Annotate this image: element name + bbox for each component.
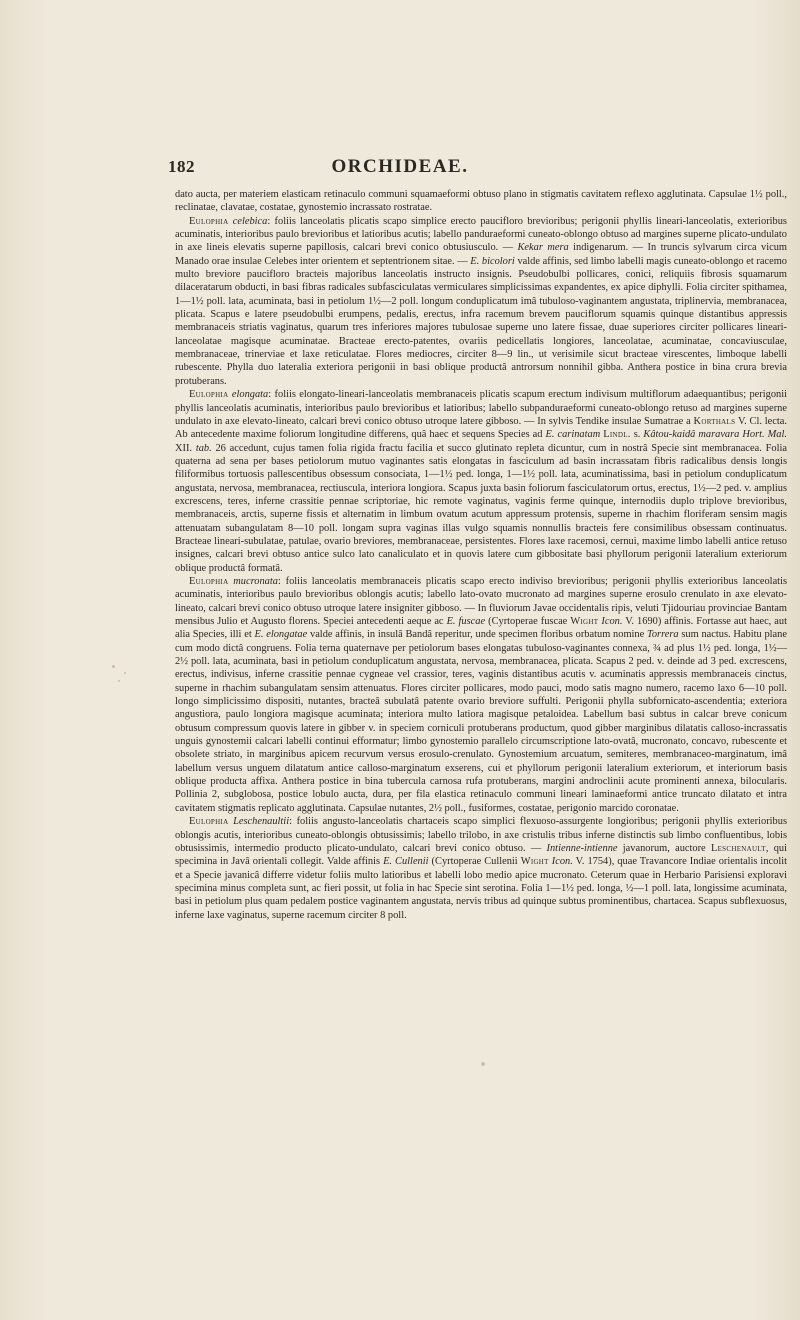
small-caps-text: Eulophia bbox=[189, 215, 229, 227]
running-title: ORCHIDEAE. bbox=[331, 156, 469, 177]
text-run: (Cyrtoperae fuscae bbox=[485, 616, 571, 627]
small-caps-text: Wight bbox=[520, 856, 549, 868]
small-caps-text: Leschenault bbox=[710, 842, 766, 854]
italic-text: Icon. bbox=[601, 616, 623, 627]
text-run: (Cyrtoperae Cullenii bbox=[428, 856, 521, 868]
small-caps-text: Eulophia bbox=[189, 389, 229, 401]
italic-text: E. carinatam bbox=[545, 429, 601, 441]
small-caps-text: Lindl. bbox=[603, 429, 631, 441]
italic-text: Kâtou-kaidâ maravara Hort. Mal. bbox=[643, 429, 787, 441]
text-run: V. 1690) affinis. Fortasse aut haec, aut alia Species, illi et bbox=[175, 616, 787, 641]
italic-text: E. elongatae bbox=[254, 629, 308, 641]
italic-text: Leschenaultii bbox=[233, 816, 290, 828]
small-caps-text: Eulophia bbox=[189, 575, 229, 587]
text-run: V. Cl. lecta. Ab antecedente maxime foliorum longitudine differens, quâ haec et sequens Species ad bbox=[175, 415, 787, 441]
text-run: valde affinis, in insulâ Bandâ reperitur, unde specimen floribus orbatum nomine bbox=[307, 629, 648, 641]
text-run: s. bbox=[630, 429, 644, 441]
text-run: dato aucta, per materiem elasticam retinaculo communi squamaeformi obtuso plano in stigmatis cavitatem reflexo agglutinata. Capsulae 1½ poll., reclinatae, clavatae, costatae, gynostemio incrassato rostratae. bbox=[175, 189, 787, 214]
text-run: javanorum, auctore bbox=[617, 842, 711, 854]
italic-text: elongata bbox=[231, 389, 269, 401]
italic-text: E. bicolori bbox=[470, 255, 515, 267]
paper-speck bbox=[481, 1062, 485, 1066]
text-run: : foliis lanceolatis membranaceis plicatis scapo erecto indiviso brevioribus; perigonii phyllis exterioribus lanceolatis acuminatis, interioribus paulo brevioribus oblongis acutis; labello lato-ovato mucronato ad margines superne erosulo crenulato in axe elevato-lineato, calcari brevi conico obtuso utroque latere insigniter gibboso. — In fluviorum Javae occidentalis ripis, veluti Tjidouriau provinciae Bantam mensibus Julio et Augusto florens. Speciei antecedenti aeque ac bbox=[175, 575, 787, 627]
italic-text: mucronata bbox=[233, 575, 278, 587]
paragraph bbox=[175, 215, 787, 388]
text-run: , qui specimina in Javâ orientali collegit. Valde affinis bbox=[175, 842, 787, 868]
text-run: : foliis angusto-lanceolatis chartaceis scapo simplici flexuoso-assurgente longioribus; perigonii phyllis exterioribus oblongis acutis, interioribus cuneato-oblongis obtusissimis; labello trilobo, in axe cristulis tribus inferne distinctis sub limbo confluentibus, lobis obtusissimis, intermedio producto plicato-undulato, calcari brevi conico obtuso. — bbox=[175, 816, 787, 854]
italic-text: celebica bbox=[232, 215, 268, 227]
paper-speck bbox=[112, 665, 115, 668]
paper-speck bbox=[118, 680, 120, 682]
text-run: XII. bbox=[175, 442, 196, 454]
text-run: : foliis lanceolatis plicatis scapo simplice erecto paucifloro brevioribus; perigonii phyllis lineari-lanceolatis, exterioribus acuminatis, interioribus paulo brevioribus et latioribus acutis; labello panduraeformi cuneato-oblongo obtuso ad margines superne plicato-undulato in axe lineis elevatis superne papillosis, calcari brevi conico obtusiusculo. — bbox=[175, 215, 787, 254]
italic-text: Icon. bbox=[551, 856, 573, 868]
small-caps-text: Eulophia bbox=[189, 816, 229, 828]
paragraph bbox=[175, 815, 787, 922]
italic-text: tab. bbox=[195, 442, 212, 454]
small-caps-text: Wight bbox=[570, 616, 599, 627]
small-caps-text: Korthals bbox=[693, 415, 736, 427]
text-run: : foliis elongato-lineari-lanceolatis membranaceis plicatis scapum erectum indivisum multiflorum adaequantibus; perigonii phyllis lanceolatis acuminatis, interioribus paulo brevioribus et latioribus; labello subpanduraeformi cuneato-oblongo retuso ad margines superne undulato in axe elevato-lineato, calcari brevi conico obtuso utroque latere gibboso. — In sylvis Tendike insulae Sumatrae a bbox=[175, 389, 787, 427]
paper-speck bbox=[124, 672, 126, 674]
text-run: valde affinis, sed limbo labelli magis cuneato-oblongo et racemo multo breviore paucifloro bracteis majoribus lanceolatis instructo insignis. Pseudobulbi pollicares, conici, reliquiis fibrosis squamarum dilaceratarum obducti, in basi fibras radicales subfasciculatas vermiculares simplicissimas expandentes, ex apice diphylli. Folia circiter spithamea, 1—1½ poll. lata, acuminata, basi in petiolum 1½—2 poll. longum conduplicatum imâ tubuloso-vaginantem angustata, triplinervia, membranacea, plicata. Scapus e latere pseudobulbi erumpens, pedalis, erectus, infra racemum brevem pauciflorum squamis quinque distantibus appressis membranaceis striatis vaginatus, quarum tres inferiores majores tubulosae superne uno latere fissae, duae superiores circiter pollicares lineari-lanceolatae magisque acuminatae. Bracteae erecto-patentes, ovariis pedicellatis longiores, lanceolatae, acuminatae, concaviusculae, membranaceae, trinerviae et laxe reticulatae. Flores mediocres, circiter 8—9 lin., ut verisimile sicut bracteae virescentes, limboque labelli rubescente. Phylla duo lateralia exteriora perigonii in basi oblique productâ antrorsum nonnihil gibba. Anthera postice in bina crura brevia protuberans. bbox=[175, 255, 787, 387]
paragraph bbox=[175, 575, 787, 815]
body-text bbox=[175, 188, 787, 922]
text-run: 26 accedunt, cujus tamen folia rigida fractu facilia et succo glutinato repleta dicuntur, cum in nostrâ Specie sint membranacea. Folia quaterna ad sena per bases petiolorum mutuo vaginantes satis elongatas in fasciculum ad basin incrassatam fibris radicalibus densis longis filiformibus tortuosis pallescentibus obsessum consociata, 1—1½ ped. longa, 1—1½ poll. lata, acuminatissima, basi in petiolum conduplicatum angustata, nervosa, membranacea, rectiuscula, interiora longiora. Scapus juxta basin foliorum fasciculatorum ortus, erectus, 1½—2 ped. v. amplius excrescens, teres, inferne crassitie pennae scriptoriae, hic remote vaginatus, vaginis ferme quinque, internodiis duplo triplove brevioribus, membranaceis, arctis, superne fissis et alternatim in limbum ovatum acutum appressum protensis, superne in rhachim floriferam sensim magis attenuatam subangulatam 8—10 poll. longam supra vaginas illas vulgo squamis nonnullis bracteis fere consimilibus obsessam continuatus. Bracteae lineari-subulatae, patulae, ovario breviores, membranaceae, persistentes. Flores laxe racemosi, cernui, maxime limbo labelli antice retuso insignes, calcari brevi obtuso antice sulco lato canaliculato et in quovis latere cum gibbositate basi phyllorum perigonii lateralium exteriorum oblique productâ formatâ. bbox=[175, 442, 787, 574]
italic-text: E. fuscae bbox=[446, 616, 486, 627]
italic-text: E. Cullenii bbox=[383, 856, 429, 868]
page-number: 182 bbox=[168, 157, 195, 176]
text-run: V. 1754), quae Travancore Indiae orientalis incolit et a Specie javanicâ differre videtur foliis multo latioribus et labelli lobo medio apice mucronato. Ceterum quae in Herbario Parisiensi exploravi specimina minus completa sunt, ac fieri possit, ut folia in hac Specie sint serotina. Folia 1—1½ ped. longa, ½—1 poll. lata, longissime acuminata, basi in petiolum plus quam pedalem postice vaginantem angustata, nervis tribus ad quinque subtus prominentibus, chartacea. Scapus subflexuosus, inferne laxe vaginatus, superne racemum circiter 8 poll. bbox=[175, 856, 787, 921]
text-run: indigenarum. — In truncis sylvarum circa vicum Manado orae insulae Celebes inter orientem et septentrionem sitae. — bbox=[175, 242, 787, 267]
text-run: sum nactus. Habitu plane cum modo dictâ congruens. Folia terna quaternave per petiolorum bases elongatas tubuloso-vaginantes connexa, ¾ ad plus 1½ ped. longa, 1½—2½ poll. lata, acuminata, basi in petiolum conduplicatum angustata, nervosa, membranacea, plicata. Scapus 2 ped. v. deinde ad 3 ped. excrescens, erectus, indivisus, inferne crassitie pennae cygneae vel crassior, teres, vaginis distantibus acutis v. acuminatis appressis membranaceis cinctus, superne in rhachim subangulatam sensim attenuatus. Flores circiter pollicares, modo pauci, modo satis magno numero, racemo laxo 6—10 poll. longo simplicissimo dispositi, nutantes, bracteâ subulatâ patente ovario breviore suffulti. Perigonii phylla subfornicato-ascendentia; exteriora angustiora, paulo longiora magisque acuminata; interiora multo latiora magisque petaloidea. Labellum basi subtus in calcar breve conicum obtusum compressum quovis latere in gibber v. in speciem corniculi protuberans productum, quod gibber marginibus dilatatis calloso-incrassatis unguis gynostemii calcari labelli continui efformatur; limbo gynostemio parallelo circumscriptione lato-ovatâ, mucronato, concavo, rubescente et obsolete striato, in marginibus apicem recurvum versus erosulo-crenulato. Gynostemium arcuatum, semiteres, membranaceo-marginatum, imâ labellum versus unguem dilatatum antice calloso-marginatum exserens, cui et phyllorum perigonii lateralium exteriorum, et interiorum basis oblique producta affixa. Anthera postice in bina tubercula carnosa rufa protuberans, margini androclinii acute prominenti annexa, bilocularis. Pollinia 2, subglobosa, postice lobulo aucta, dura, per fila elastica retinaculo communi lineari laminaeformi antice truncato dilatato et intra cavitatem stigmatis replicato agglutinata. Capsulae nutantes, 2½ poll., fusiformes, costatae, perigonio marcido coronatae. bbox=[175, 629, 787, 814]
paragraph bbox=[175, 388, 787, 575]
paragraph bbox=[175, 188, 787, 215]
italic-text: Intienne-intienne bbox=[546, 842, 618, 854]
italic-text: Torrera bbox=[647, 629, 679, 641]
italic-text: Kekar mera bbox=[517, 242, 569, 254]
